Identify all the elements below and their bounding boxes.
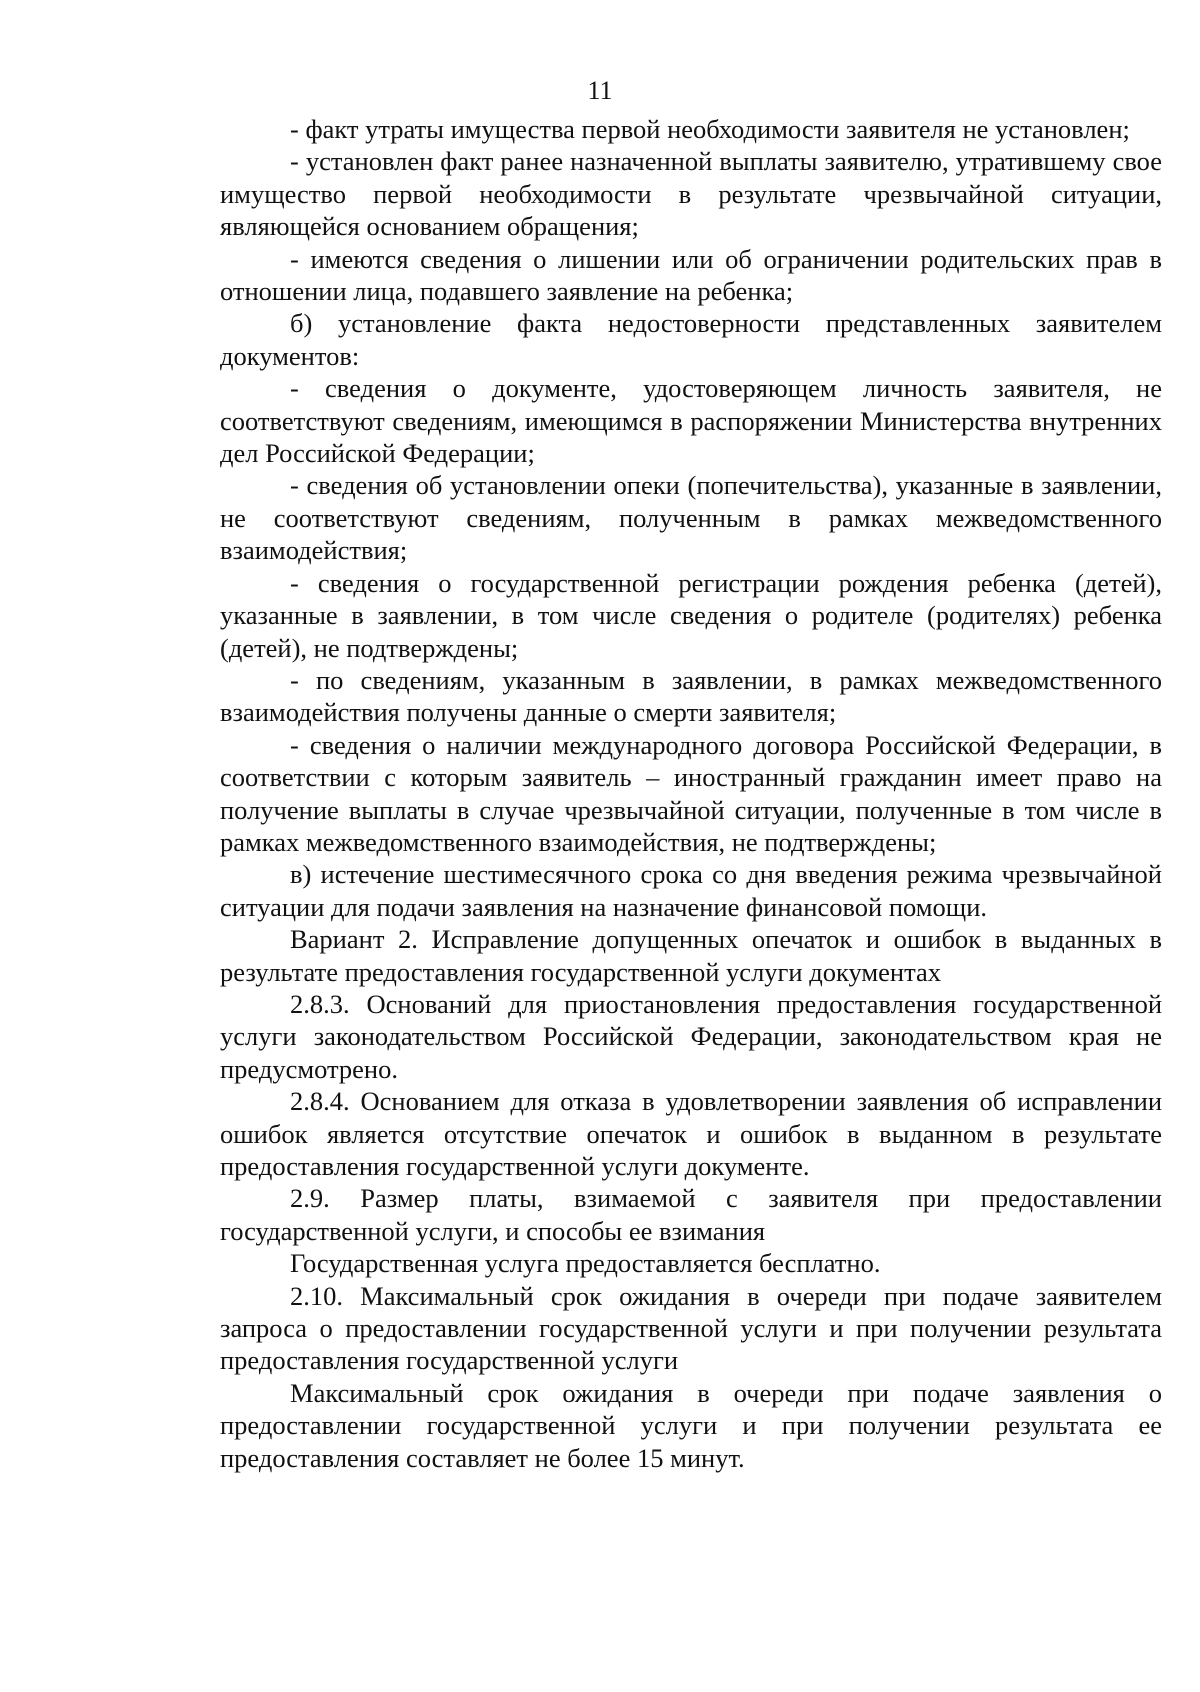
paragraph: 2.8.3. Оснований для приостановления предоставления государственной услуги законодательством Российской Федерации, законодательством края не предусмотрено.: [220, 988, 1162, 1084]
paragraph: - установлен факт ранее назначенной выплаты заявителю, утратившему свое имущество первой необходимости в результате чрезвычайной ситуации, являющейся основанием обращения;: [220, 146, 1162, 242]
paragraph: - сведения о документе, удостоверяющем личность заявителя, не соответствуют сведениям, имеющимся в распоряжении Министерства внутренних дел Российской Федерации;: [220, 373, 1162, 469]
document-body: [220, 113, 1162, 1474]
paragraph: в) истечение шестимесячного срока со дня введения режима чрезвычайной ситуации для подачи заявления на назначение финансовой помощи.: [220, 859, 1162, 922]
paragraph: б) установление факта недостоверности представленных заявителем документов:: [220, 308, 1162, 371]
paragraph: - сведения о наличии международного договора Российской Федерации, в соответствии с которым заявитель – иностранный гражданин имеет право на получение выплаты в случае чрезвычайной ситуации, полученные в том числе в рамках межведомственного взаимодействия, не подтверждены;: [220, 729, 1162, 857]
paragraph: - факт утраты имущества первой необходимости заявителя не установлен;: [290, 114, 1130, 144]
section-heading: 2.9. Размер платы, взимаемой с заявителя при предоставлении государственной услуги, и способы ее взимания: [220, 1183, 1162, 1246]
paragraph: Максимальный срок ожидания в очереди при подаче заявления о предоставлении государственной услуги и при получении результата ее предоставления составляет не более 15 минут.: [220, 1377, 1162, 1473]
section-heading: 2.10. Максимальный срок ожидания в очереди при подаче заявителем запроса о предоставлении государственной услуги и при получении результата предоставления государственной услуги: [220, 1280, 1162, 1376]
section-heading: Вариант 2. Исправление допущенных опечаток и ошибок в выданных в результате предоставления государственной услуги документах: [220, 924, 1162, 987]
paragraph: - по сведениям, указанным в заявлении, в рамках межведомственного взаимодействия получены данные о смерти заявителя;: [220, 664, 1162, 728]
paragraph: - сведения об установлении опеки (попечительства), указанные в заявлении, не соответствуют сведениям, полученным в рамках межведомственного взаимодействия;: [220, 470, 1162, 566]
paragraph: Государственная услуга предоставляется бесплатно.: [290, 1248, 881, 1279]
paragraph: - имеются сведения о лишении или об ограничении родительских прав в отношении лица, подавшего заявление на ребенка;: [220, 243, 1162, 307]
paragraph: 2.8.4. Основанием для отказа в удовлетворении заявления об исправлении ошибок является отсутствие опечаток и ошибок в выданном в результате предоставления государственной услуги документе.: [220, 1086, 1162, 1181]
page-number: 11: [587, 76, 613, 105]
paragraph: - сведения о государственной регистрации рождения ребенка (детей), указанные в заявлении, в том числе сведения о родителе (родителях) ребенка (детей), не подтверждены;: [220, 567, 1162, 663]
